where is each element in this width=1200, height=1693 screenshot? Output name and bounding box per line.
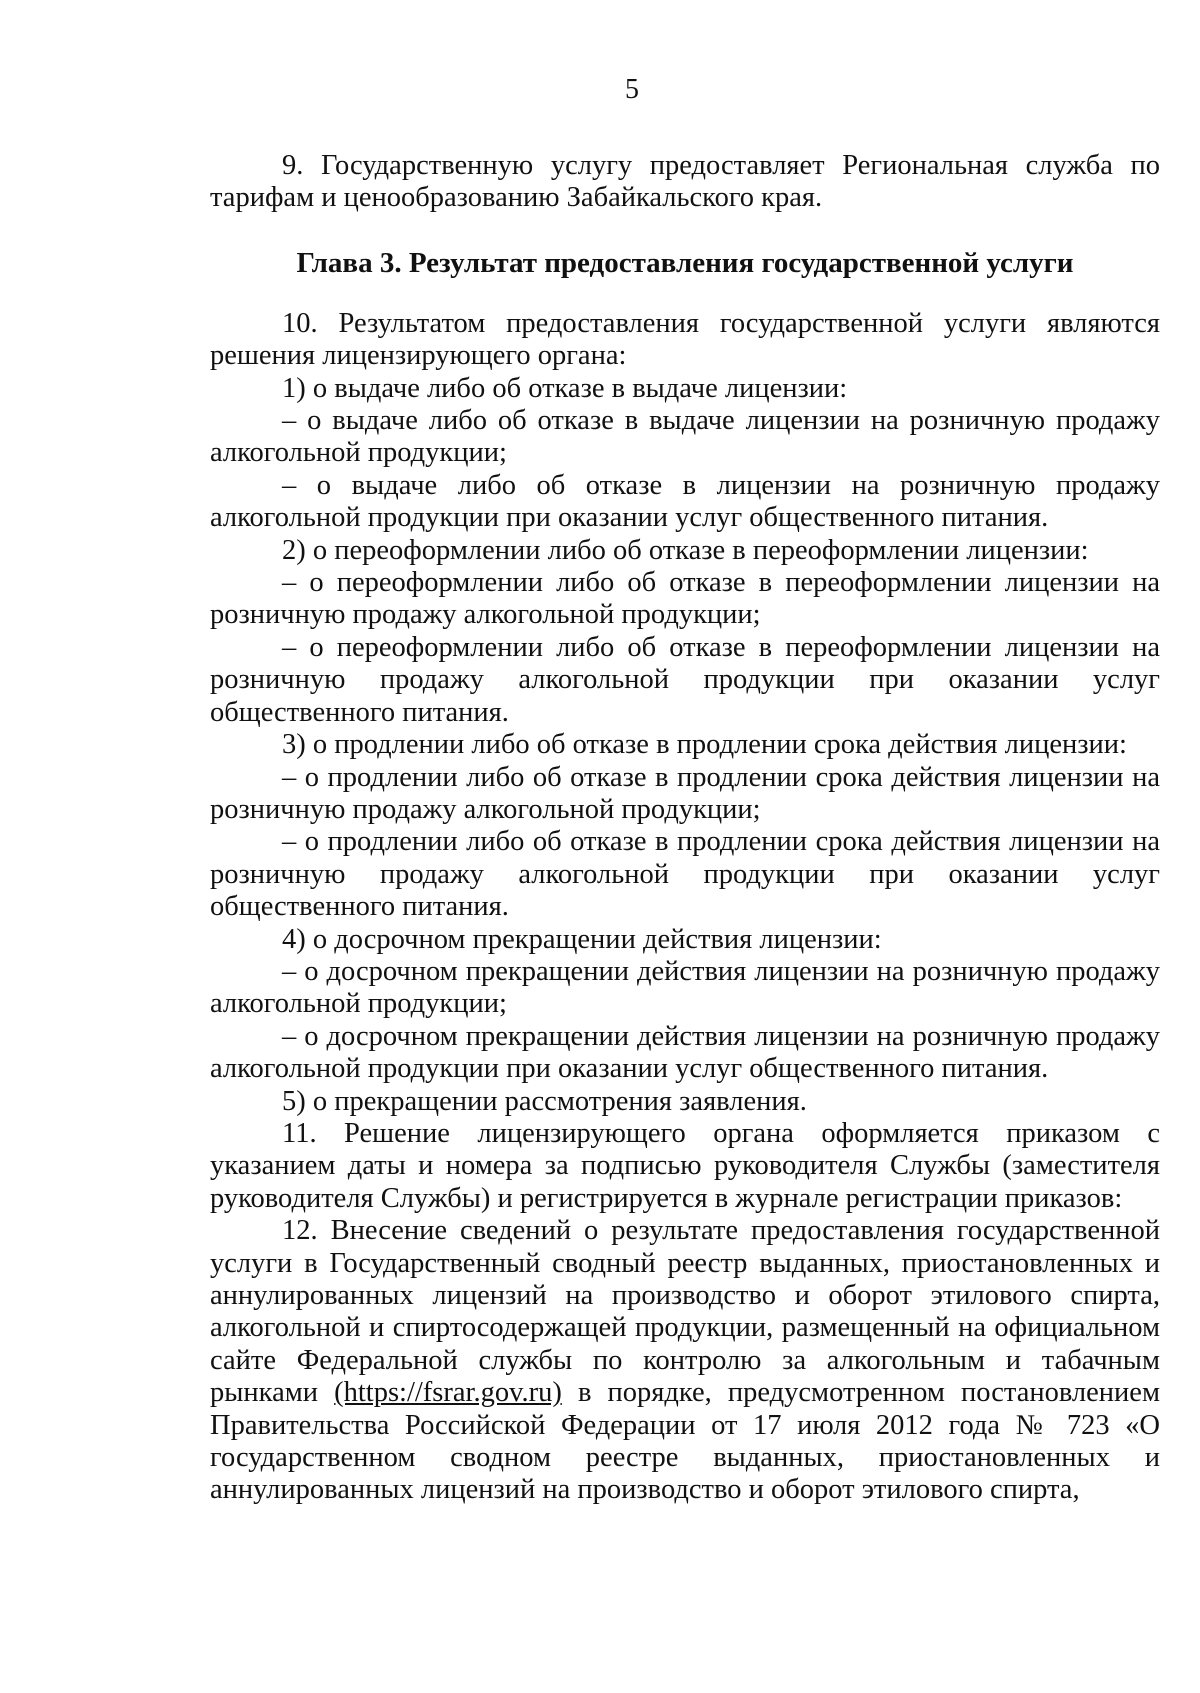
chapter-heading: Глава 3. Результат предоставления государственной услуги xyxy=(296,246,1074,279)
paragraph-10-item-5: 5) о прекращении рассмотрения заявления. xyxy=(282,1085,807,1117)
paragraph-10-item-3: 3) о продлении либо об отказе в продлении срока действия лицензии: xyxy=(282,729,1127,761)
paragraph-9: 9. Государственную услугу предоставляет Региональная служба по тарифам и ценообразованию Забайкальского края. xyxy=(210,150,1160,214)
paragraph-10-item-1: 1) о выдаче либо об отказе в выдаче лицензии: xyxy=(282,372,848,404)
paragraph-12-text-end: в порядке, предусмотренном постановлением Правительства Российской Федерации от 17 июля 2012 года № 723 «О государственном сводном реестре выданных, приостановленных и аннулированных лицензий на производство и оборот этилового спирта, xyxy=(210,1377,1160,1506)
paragraph-11: 11. Решение лицензирующего органа оформляется приказом с указанием даты и номера за подписью руководителя Службы (заместителя руководителя Службы) и регистрируется в журнале регистрации приказов: xyxy=(210,1117,1160,1214)
paragraph-10-item-3-b: – о продлении либо об отказе в продлении срока действия лицензии на розничную продажу алкогольной продукции при оказании услуг общественного питания. xyxy=(210,826,1160,923)
paragraph-10-item-1-b: – о выдаче либо об отказе в лицензии на розничную продажу алкогольной продукции при оказании услуг общественного питания. xyxy=(210,469,1160,534)
paragraph-10-item-4-a: – о досрочном прекращении действия лицензии на розничную продажу алкогольной продукции; xyxy=(210,955,1160,1020)
page-number: 5 xyxy=(625,74,639,105)
paragraph-10-item-4: 4) о досрочном прекращении действия лицензии: xyxy=(282,923,882,955)
paragraph-10: 10. Результатом предоставления государственной услуги являются решения лицензирующего органа: xyxy=(210,307,1160,372)
paragraph-10-item-3-a: – о продлении либо об отказе в продлении срока действия лицензии на розничную продажу алкогольной продукции; xyxy=(210,761,1160,825)
paragraph-10-item-2-b: – о переоформлении либо об отказе в переоформлении лицензии на розничную продажу алкогольной продукции при оказании услуг общественного питания. xyxy=(210,631,1160,728)
document-body xyxy=(210,150,1160,1507)
paragraph-12-text-start: 12. Внесение сведений о результате предоставления государственной услуги в Государственный сводный реестр выданных, приостановленных и аннулированных лицензий на производство и оборот этилового спирта, алкогольной и спиртосодержащей продукции, размещенный на официальном сайте Федеральной службы по контролю за алкогольным и табачным рынками xyxy=(210,1215,1160,1409)
paragraph-12 xyxy=(210,1215,1160,1507)
paragraph-10-item-4-b: – о досрочном прекращении действия лицензии на розничную продажу алкогольной продукции при оказании услуг общественного питания. xyxy=(210,1020,1160,1085)
paragraph-10-item-1-a: – о выдаче либо об отказе в выдаче лицензии на розничную продажу алкогольной продукции; xyxy=(210,405,1160,469)
fsrar-link[interactable]: (https://fsrar.gov.ru) xyxy=(334,1377,562,1409)
paragraph-10-item-2-a: – о переоформлении либо об отказе в переоформлении лицензии на розничную продажу алкогольной продукции; xyxy=(210,567,1160,631)
paragraph-10-item-2: 2) о переоформлении либо об отказе в переоформлении лицензии: xyxy=(282,534,1089,566)
